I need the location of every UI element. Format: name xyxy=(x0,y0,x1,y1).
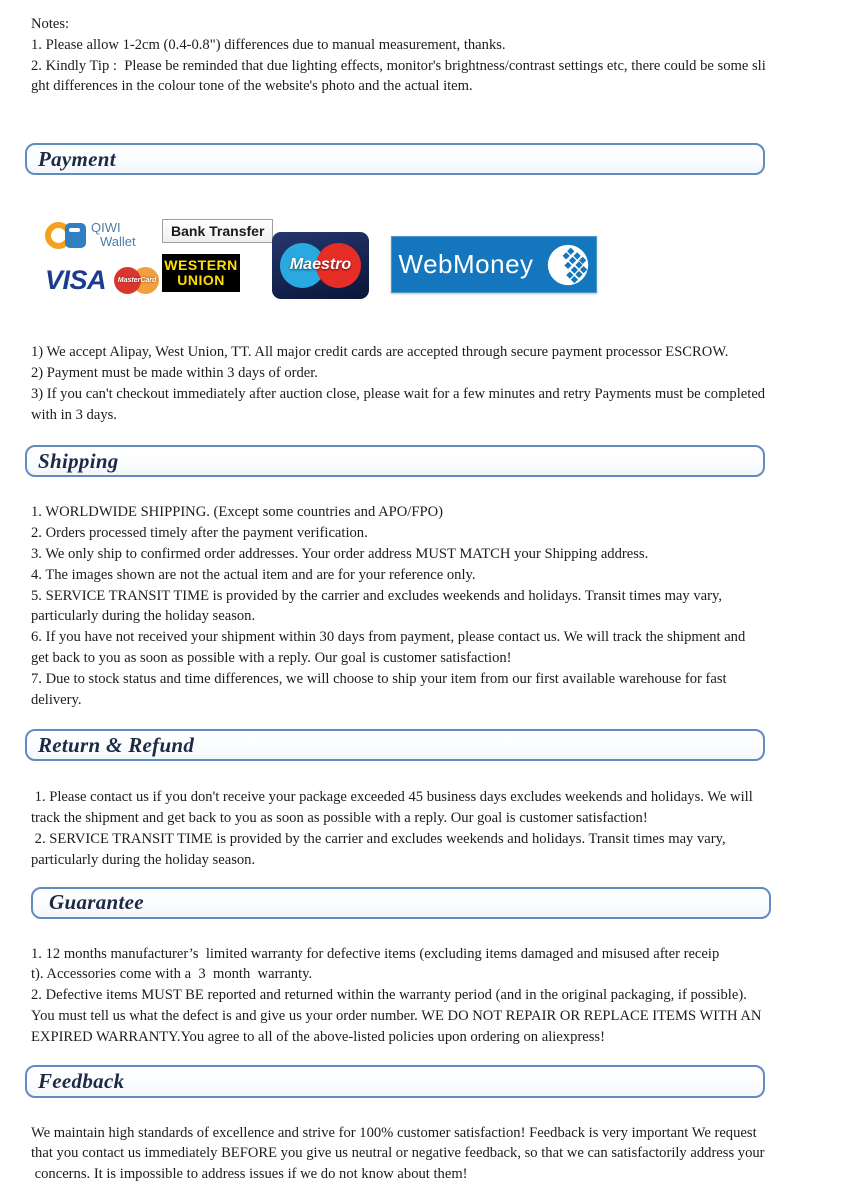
text-line: 5. SERVICE TRANSIT TIME is provided by the carrier and excludes weekends and holidays. Transit times may vary, xyxy=(31,587,722,604)
text-line: with in 3 days. xyxy=(31,406,117,423)
feedback-text xyxy=(31,1123,853,1185)
qiwi-wallet-icon xyxy=(45,216,158,254)
return-refund-text xyxy=(31,787,853,870)
return-refund-title: Return & Refund xyxy=(38,732,195,757)
maestro-icon xyxy=(272,232,369,299)
guarantee-title: Guarantee xyxy=(49,890,144,915)
text-line: t). Accessories come with a 3 month warranty. xyxy=(31,966,313,983)
text-line: concerns. It is impossible to address issues if we do not know about them! xyxy=(31,1166,468,1183)
text-line: 2) Payment must be made within 3 days of order. xyxy=(31,364,318,381)
webmoney-label: WebMoney xyxy=(398,249,534,280)
text-line: 3) If you can't checkout immediately after auction close, please wait for a few minutes and retry Payments must be completed xyxy=(31,385,766,402)
text-line: particularly during the holiday season. xyxy=(31,851,256,868)
qiwi-wallet-glyph-icon xyxy=(65,223,86,248)
visa-icon: VISA xyxy=(45,264,107,295)
maestro-label: Maestro xyxy=(289,256,352,274)
text-line: 7. Due to stock status and time differences, we will choose to ship your item from our first available warehouse for fast xyxy=(31,670,727,687)
text-line: 2. Kindly Tip : Please be reminded that due lighting effects, monitor's brightness/contrast settings etc, there could be some sli xyxy=(31,57,766,74)
return-refund-section-header xyxy=(25,729,765,761)
text-line: 2. Defective items MUST BE reported and returned within the warranty period (and in the original packaging, if possible). xyxy=(31,987,747,1004)
text-line: 2. Orders processed timely after the payment verification. xyxy=(31,525,368,542)
text-line: 1. Please allow 1-2cm (0.4-0.8") differences due to manual measurement, thanks. xyxy=(31,36,506,53)
text-line: 4. The images shown are not the actual item and are for your reference only. xyxy=(31,566,476,583)
text-line: 1. WORLDWIDE SHIPPING. (Except some countries and APO/FPO) xyxy=(31,504,443,521)
payment-title: Payment xyxy=(38,146,116,171)
webmoney-icon xyxy=(391,236,597,293)
shipping-text xyxy=(31,502,853,710)
text-line: 2. SERVICE TRANSIT TIME is provided by the carrier and excludes weekends and holidays. Transit times may vary, xyxy=(31,830,726,847)
text-line: particularly during the holiday season. xyxy=(31,608,256,625)
feedback-section-header xyxy=(25,1065,765,1098)
western-union-icon: WESTERN UNION xyxy=(162,254,240,292)
guarantee-section-header xyxy=(31,887,771,919)
text-line: 1. Please contact us if you don't receive your package exceeded 45 business days excludes weekends and holidays. We will xyxy=(31,789,753,806)
text-line: EXPIRED WARRANTY.You agree to all of the above-listed policies upon ordering on aliexpress! xyxy=(31,1028,605,1045)
text-line: get back to you as soon as possible with a reply. Our goal is customer satisfaction! xyxy=(31,649,512,666)
text-line: You must tell us what the defect is and give us your order number. WE DO NOT REPAIR OR REPLACE ITEMS WITH AN xyxy=(31,1007,762,1024)
payment-methods-strip xyxy=(45,211,593,306)
notes-block xyxy=(31,14,853,97)
qiwi-wallet-label: Wallet xyxy=(100,234,136,250)
text-line: track the shipment and get back to you as soon as possible with a reply. Our goal is customer satisfaction! xyxy=(31,810,648,827)
mastercard-label: MasterCard xyxy=(117,276,157,284)
text-line: ght differences in the colour tone of the website's photo and the actual item. xyxy=(31,78,473,95)
shipping-section-header xyxy=(25,445,765,477)
guarantee-text xyxy=(31,944,853,1048)
text-line: 6. If you have not received your shipment within 30 days from payment, please contact us. We will track the shipment and xyxy=(31,629,746,646)
shipping-title: Shipping xyxy=(38,448,119,473)
text-line: We maintain high standards of excellence and strive for 100% customer satisfaction! Feedback is very important We request xyxy=(31,1124,757,1141)
text-line: delivery. xyxy=(31,691,82,708)
payment-text xyxy=(31,342,853,425)
bank-transfer-badge: Bank Transfer xyxy=(162,219,273,243)
mastercard-icon xyxy=(114,267,158,294)
payment-icons-column-2 xyxy=(162,219,265,292)
webmoney-globe-icon xyxy=(546,243,590,287)
payment-section-header xyxy=(25,143,765,175)
text-line: 3. We only ship to confirmed order addresses. Your order address MUST MATCH your Shipping address. xyxy=(31,545,649,562)
feedback-title: Feedback xyxy=(38,1068,125,1093)
text-line: 1) We accept Alipay, West Union, TT. All major credit cards are accepted through secure payment processor ESCROW. xyxy=(31,344,729,361)
text-line: 1. 12 months manufacturer’s limited warranty for defective items (excluding items damaged and misused after receip xyxy=(31,945,720,962)
text-line: that you contact us immediately BEFORE you give us neutral or negative feedback, so that we can satisfactorily address your xyxy=(31,1145,765,1162)
text-line: Notes: xyxy=(31,16,70,32)
payment-icons-column-1 xyxy=(45,216,158,297)
qiwi-label: QIWI xyxy=(91,220,121,236)
